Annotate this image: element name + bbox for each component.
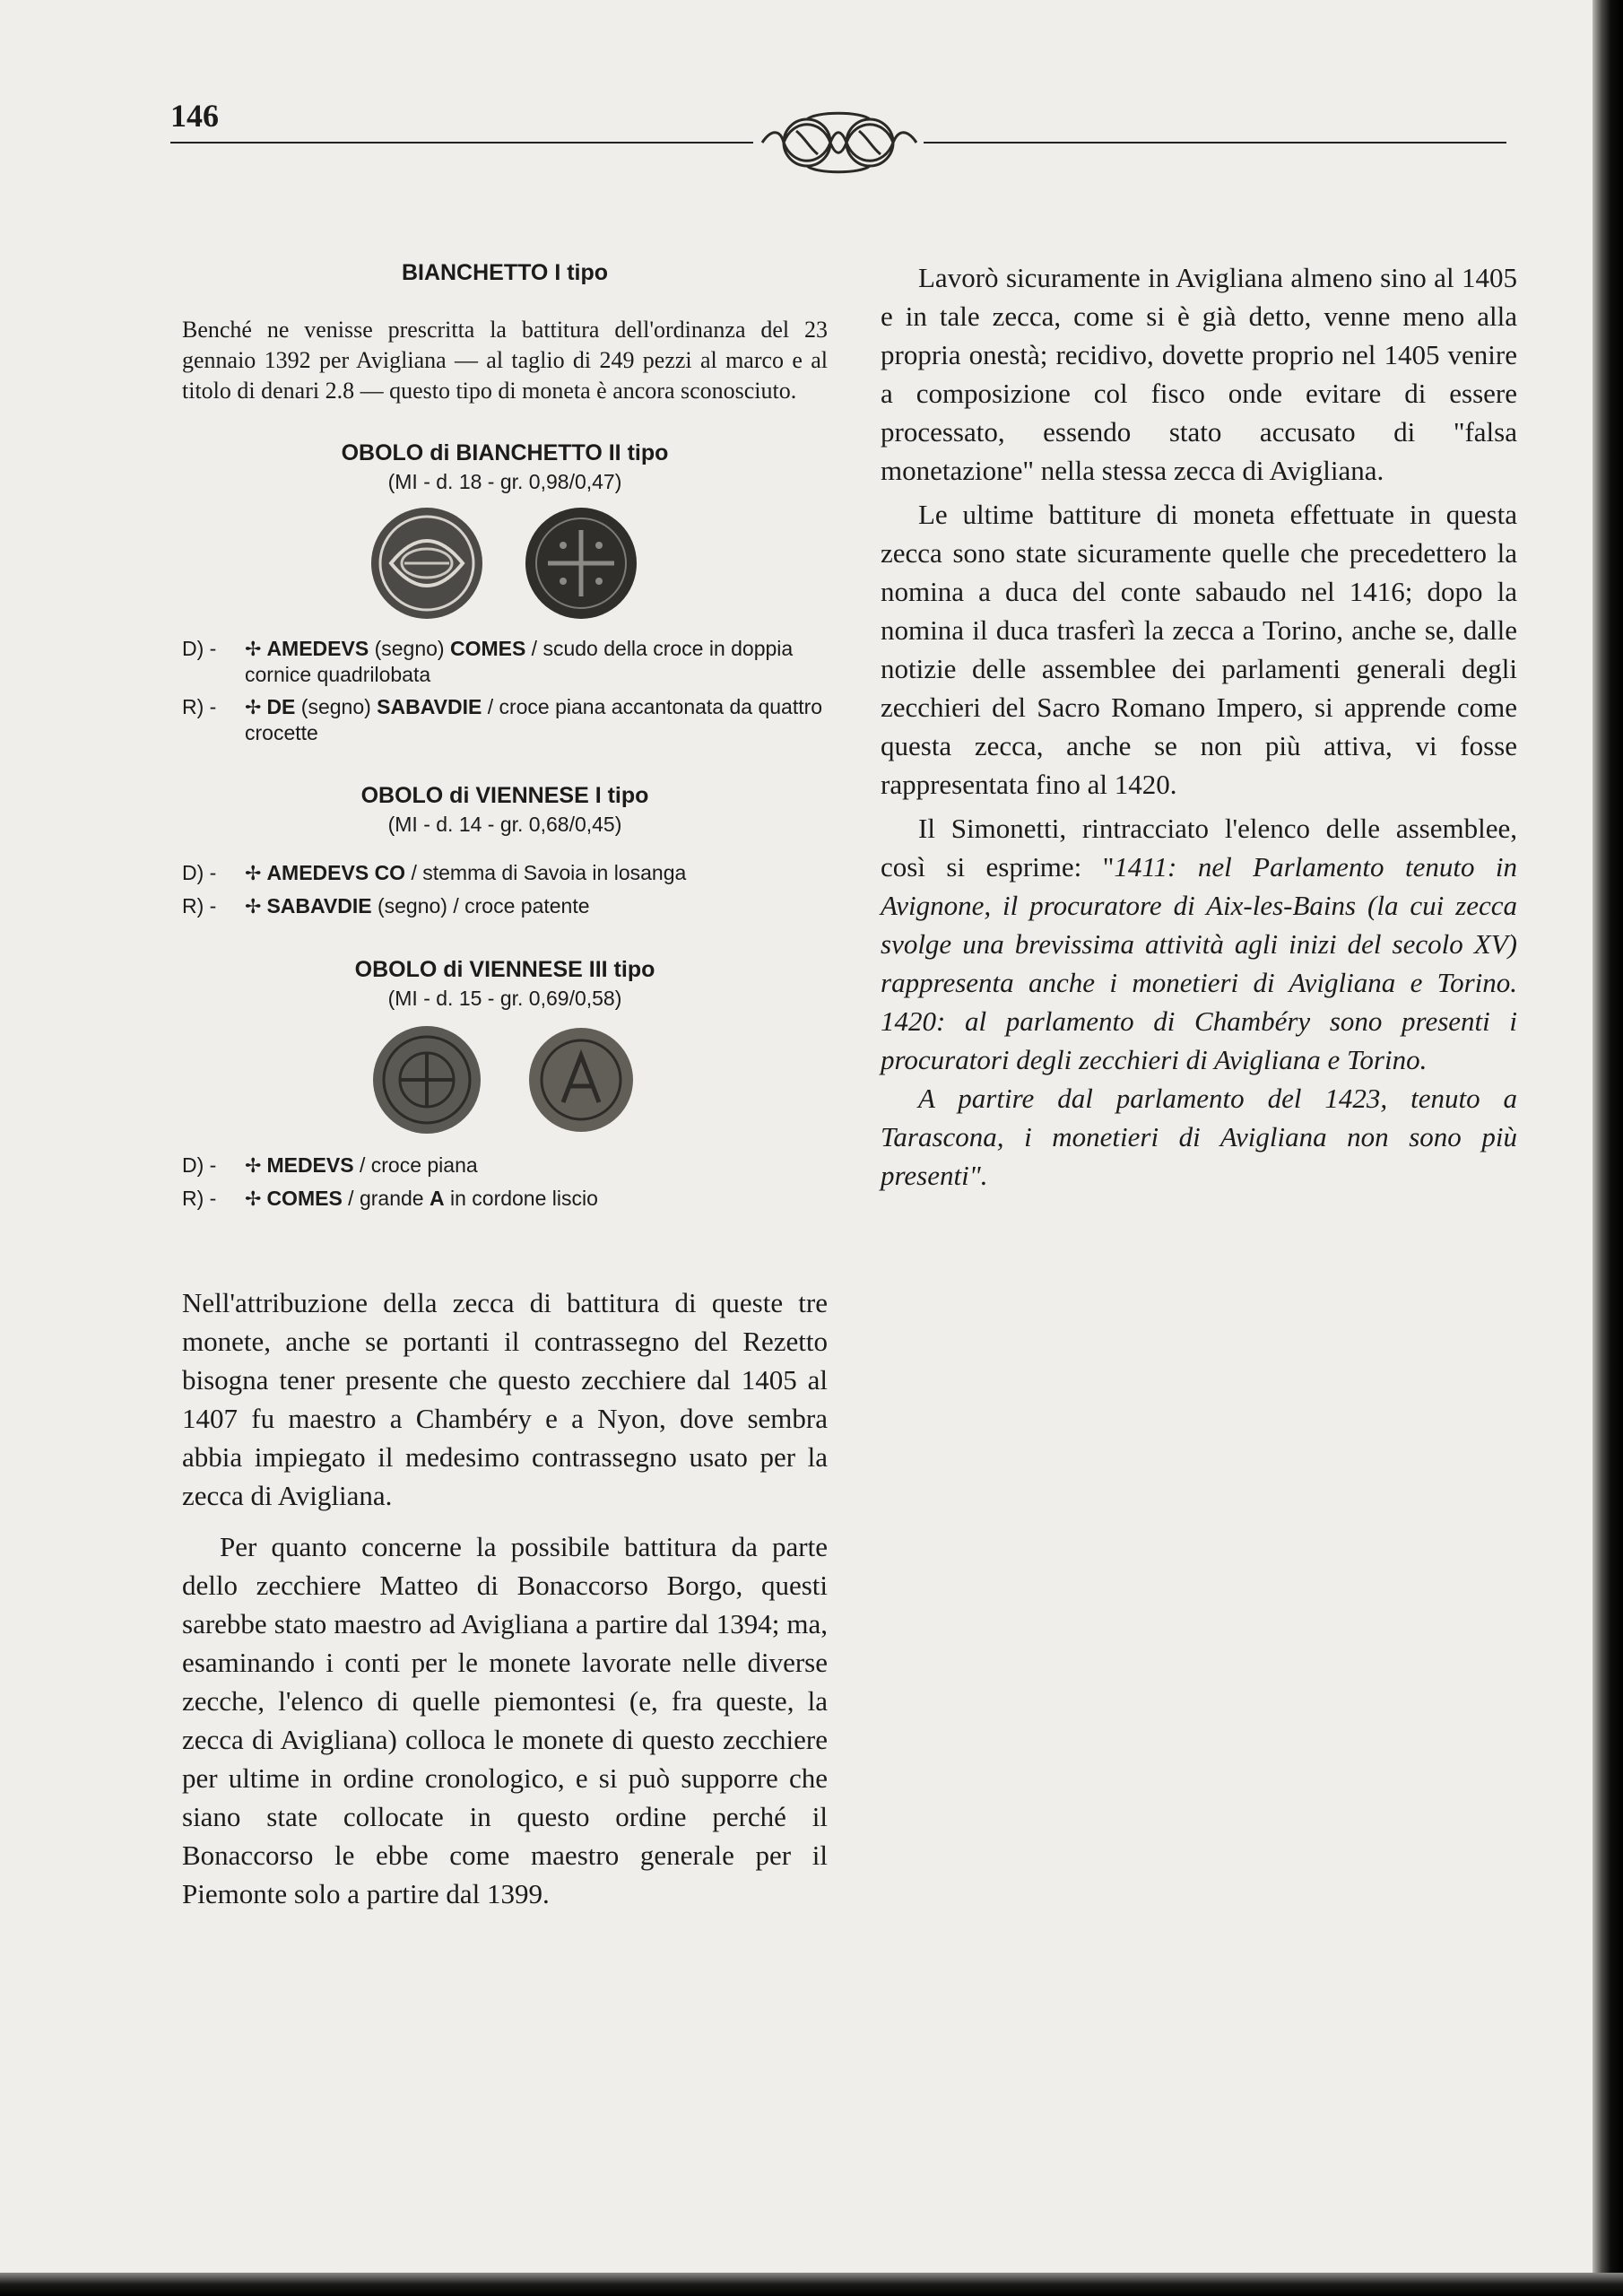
left-column xyxy=(182,260,828,1913)
cross-icon: ✢ xyxy=(245,895,262,918)
obverse-legend xyxy=(182,636,828,687)
coin-reverse-image xyxy=(523,1022,639,1138)
coin-title: OBOLO di VIENNESE I tipo xyxy=(360,783,649,808)
obverse-side-label: D) - xyxy=(182,1153,217,1177)
legend-text: (segno) / croce patente xyxy=(371,894,590,918)
cross-icon: ✢ xyxy=(245,696,262,718)
quote-italic: 1411: nel Parlamento tenuto in Avignone, il procuratore di Aix-les-Bains (la cui zecca svolge una brevissima attività agli inizi del secolo XV) rappresenta anche i monetieri di Avigliana e Torino. 1420: al parlamento di Chambéry sono presenti i procuratori degli zecchieri di Avigliana e Torino. xyxy=(881,851,1518,1075)
obverse-legend xyxy=(182,860,828,886)
coin-reverse-image xyxy=(523,505,639,622)
page-number: 146 xyxy=(170,98,219,134)
coin-spec: (MI - d. 15 - gr. 0,69/0,58) xyxy=(387,987,622,1010)
quote-italic-end: A partire dal parlamento del 1423, tenuto a Tarascona, i monetieri di Avigliana non sono più presenti". xyxy=(881,1083,1517,1191)
legend-text: / scudo della croce in doppia cornice quadrilobata xyxy=(245,637,794,686)
legend-bold: AMEDEVS xyxy=(266,637,369,660)
legend-text: / croce piana accantonata da quattro crocette xyxy=(245,695,823,744)
legend-text: (segno) xyxy=(295,695,378,718)
right-paragraph-4 xyxy=(881,1079,1517,1195)
bianchetto-text: Benché ne venisse prescritta la battitura dell'ordinanza del 23 gennaio 1392 per Avigliana — al taglio di 249 pezzi al marco e al titolo di denari 2.8 — questo tipo di moneta è ancora sconosciuto. xyxy=(182,317,828,404)
reverse-legend xyxy=(182,694,828,745)
legend-text: in cordone liscio xyxy=(444,1187,598,1210)
bianchetto-title: BIANCHETTO I tipo xyxy=(401,260,609,285)
header-ornament xyxy=(753,102,924,183)
coin-title: OBOLO di VIENNESE III tipo xyxy=(354,957,655,982)
legend-bold: SABAVDIE xyxy=(266,894,372,918)
left-paragraph-2: Per quanto concerne la possibile battitura da parte dello zecchiere Matteo di Bonaccorso Borgo, questi sarebbe stato maestro ad Avigliana a partire dal 1394; ma, esaminando i conti per le monete lavorate nelle diverse zecche, l'elenco di quelle piemontesi (e, fra queste, la zecca di Avigliana) colloca le monete di questo zecchiere per ultime in ordine cronologico, e si può supporre che siano state collocate in questo ordine perché il Bonaccorso le ebbe come maestro generale per il Piemonte solo a partire dal 1399. xyxy=(182,1531,828,1909)
cross-icon: ✢ xyxy=(245,1154,262,1177)
legend-text: / grande xyxy=(342,1187,430,1210)
cross-icon: ✢ xyxy=(245,862,262,884)
reverse-side-label: R) - xyxy=(182,695,217,718)
coin-images xyxy=(182,1022,828,1138)
legend-text: / croce piana xyxy=(353,1153,478,1177)
coin-obverse-image xyxy=(369,505,485,622)
reverse-legend xyxy=(182,1186,828,1212)
cross-icon: ✢ xyxy=(245,638,262,660)
reverse-side-label: R) - xyxy=(182,1187,217,1210)
coin-block-2 xyxy=(182,783,828,919)
reverse-legend xyxy=(182,893,828,919)
left-paragraph-1: Nell'attribuzione della zecca di battitura di queste tre monete, anche se portanti il contrassegno del Rezetto bisogna tener presente che questo zecchiere dal 1405 al 1407 fu maestro a Chambéry e a Nyon, dove sembra abbia impiegato il medesimo contrassegno usato per la zecca di Avigliana. xyxy=(182,1287,828,1511)
coin-images xyxy=(182,505,828,622)
legend-text: / stemma di Savoia in losanga xyxy=(405,861,687,884)
cross-icon: ✢ xyxy=(245,1187,262,1210)
reverse-side-label: R) - xyxy=(182,894,217,918)
scan-edge-right xyxy=(1593,0,1623,2296)
legend-bold: COMES xyxy=(449,637,526,660)
legend-bold: A xyxy=(429,1187,445,1210)
right-column xyxy=(881,258,1517,1195)
scan-edge-bottom xyxy=(0,2273,1623,2296)
legend-text: (segno) xyxy=(369,637,450,660)
coin-spec: (MI - d. 14 - gr. 0,68/0,45) xyxy=(387,813,622,836)
legend-bold: AMEDEVS CO xyxy=(266,861,406,884)
obverse-legend xyxy=(182,1152,828,1178)
right-paragraph-2: Le ultime battiture di moneta effettuate in questa zecca sono state sicuramente quelle che precedettero la nomina a duca del conte sabaudo nel 1416; dopo la nomina il duca trasferì la zecca a Torino, anche se, dalle notizie delle assemblee dei parlamenti generali degli zecchieri del Sacro Romano Impero, si apprende come questa zecca, anche se non più attiva, vi fosse rappresentata fino al 1420. xyxy=(881,499,1517,800)
legend-bold: MEDEVS xyxy=(266,1153,354,1177)
coin-block-1 xyxy=(182,440,828,745)
obverse-side-label: D) - xyxy=(182,861,217,884)
coin-title: OBOLO di BIANCHETTO II tipo xyxy=(341,440,669,465)
obverse-side-label: D) - xyxy=(182,637,217,660)
coin-spec: (MI - d. 18 - gr. 0,98/0,47) xyxy=(387,470,622,493)
legend-bold: DE xyxy=(266,695,296,718)
quote-intro: Il Simonetti, rintracciato l'elenco delle assemblee, così si esprime: " xyxy=(881,813,1517,883)
legend-bold: SABAVDIE xyxy=(377,695,482,718)
legend-bold: COMES xyxy=(266,1187,343,1210)
header-rule-right xyxy=(924,142,1506,144)
coin-block-3 xyxy=(182,957,828,1212)
right-paragraph-3 xyxy=(881,809,1517,1079)
header-rule-left xyxy=(170,142,753,144)
coin-obverse-image xyxy=(369,1022,485,1138)
right-paragraph-1: Lavorò sicuramente in Avigliana almeno sino al 1405 e in tale zecca, come si è già detto, venne meno alla propria onestà; recidivo, dovette proprio nel 1405 venire a composizione col fisco onde evitare di essere processato, essendo stato accusato di "falsa monetazione" nella stessa zecca di Avigliana. xyxy=(881,262,1517,486)
